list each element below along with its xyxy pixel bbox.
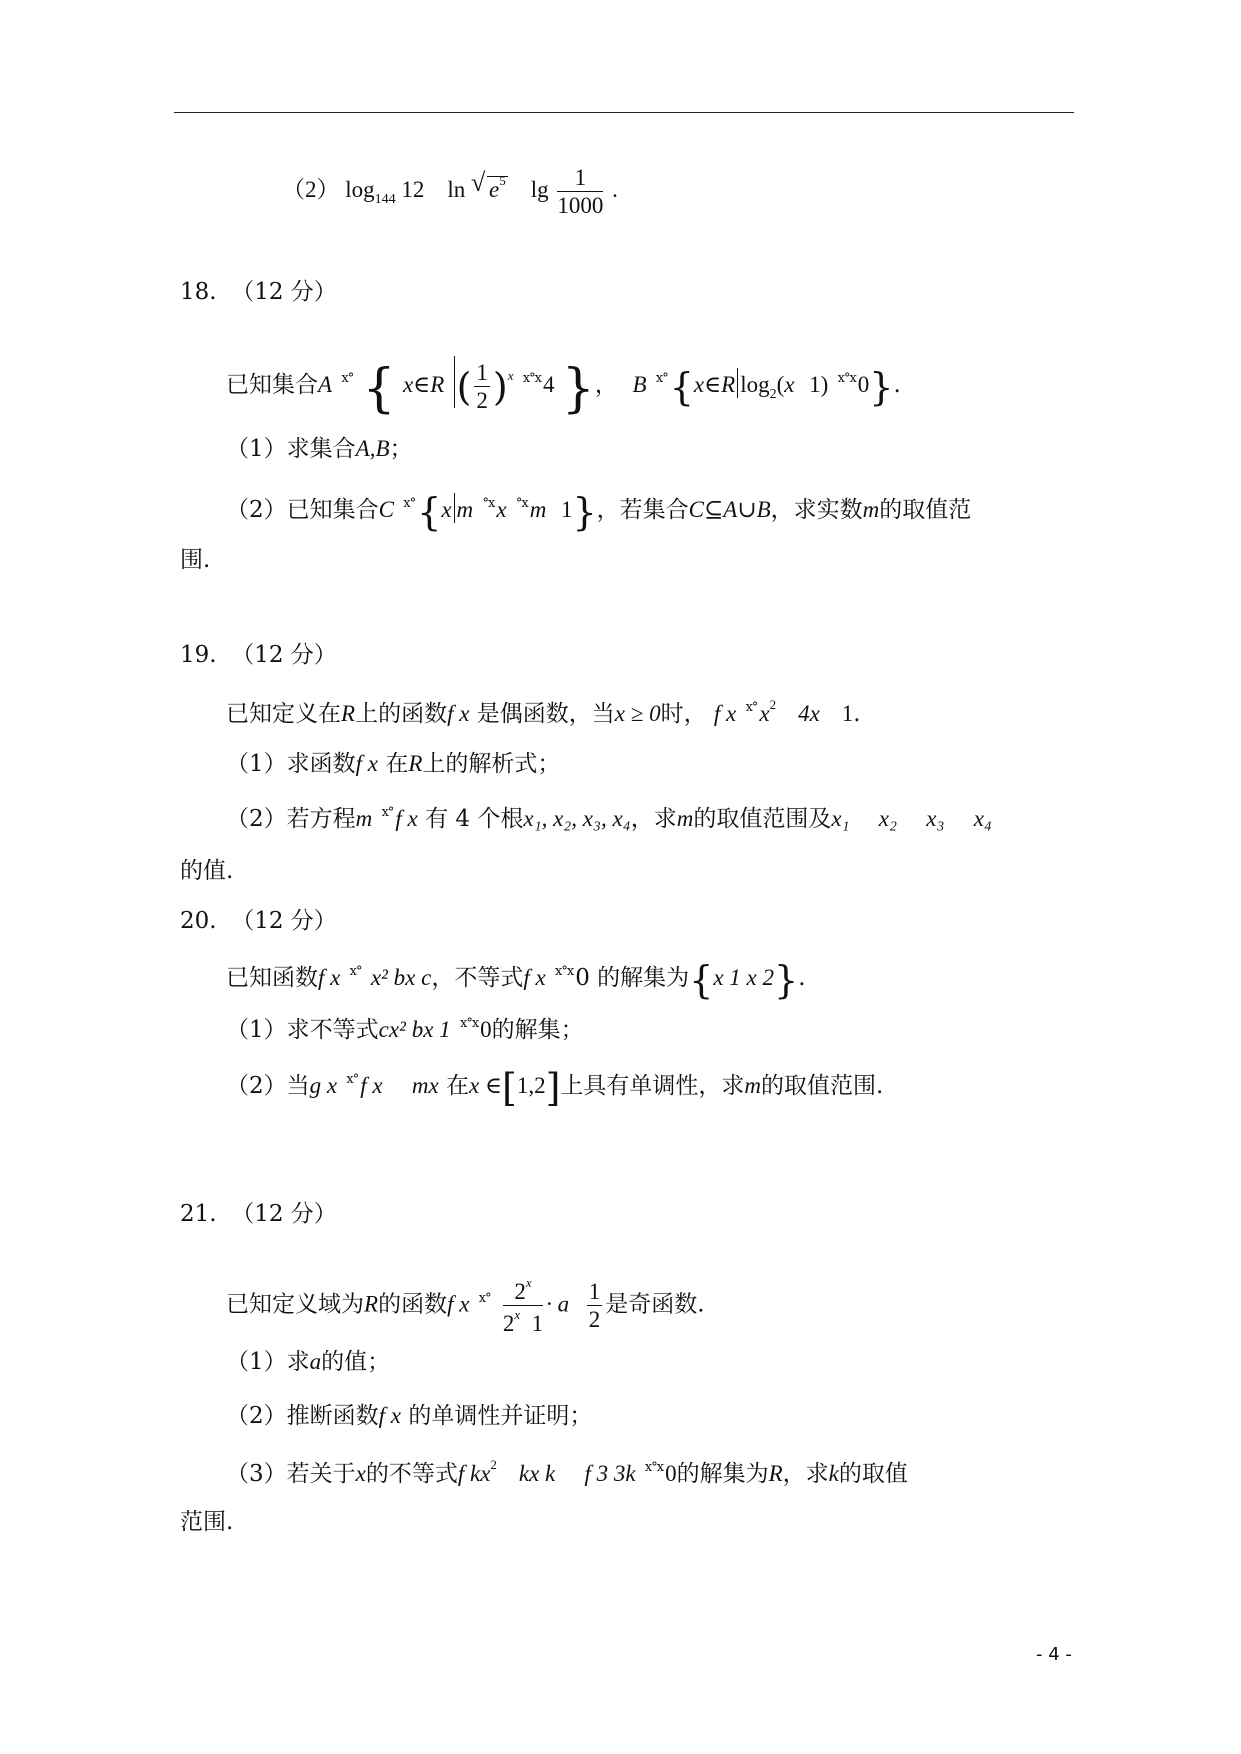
q18-stem: 已知集合A $^{x^\circ}$ { x∈R ( $\frac{1}{2}$ )$^x$ $^{x^\circ x}$4 }， B $^{x^\circ}${x∈R $\log_2(x$ 1) $^{x^\circ x}$0}. [226,356,901,413]
header-rule [174,112,1074,113]
fraction-2x-over-2x-plus-1: $\frac{2^x}{2^x 1}$ [502,1275,544,1336]
q19-header [180,644,337,667]
question-score: （12 分） [231,908,337,934]
q21-sub1: （1）求a的值； [226,1349,391,1375]
fraction-one-half: $\frac{1}{2}$ [588,1279,601,1332]
fraction-one-half: $\frac{1}{2}$ [476,359,488,413]
q20-stem: 已知函数f x $^{x^\circ}$ x² bx c，不等式f x $^{x^\circ x}$0 的解集为{x 1 x 2}. [226,958,806,1002]
question-score: （12 分） [231,1201,337,1227]
q19-sub2-wrap: 的值. [180,858,234,884]
q21-sub2: （2）推断函数f x 的单调性并证明； [226,1403,593,1429]
page-number: - 4 - [1036,1644,1072,1665]
question-score: （12 分） [231,279,337,305]
question-number: 20. [180,908,217,934]
q20-header [180,910,337,933]
q17-part2: （2） $\log_{144} 12$ ln √ $e^5$ lg $\frac{1}{1000}$ . [282,166,618,217]
q19-stem: 已知定义在R上的函数f x 是偶函数，当x ≥ 0时， f x $^{x^\circ}x^2$ 4x 1. [226,697,861,727]
q20-sub2: （2）当g x $^{x^\circ}$f x mx 在x ∈[1,2]上具有单调性，求m的取值范围. [226,1066,884,1110]
q18-header [180,281,337,304]
part-label: （2） [282,176,340,202]
q21-stem: 已知定义域为R的函数f x $^{x^\circ}$ $\frac{2^x}{2^x 1}$ · a $\frac{1}{2}$ 是奇函数. [226,1275,705,1336]
q21-sub3: （3）若关于x的不等式f $kx^2$ kx k f 3 3k $^{x^\circ x}$0的解集为R，求k的取值 [226,1457,908,1487]
question-number: 19. [180,642,217,668]
q19-sub1: （1）求函数f x 在R上的解析式； [226,751,561,777]
q20-sub1: （1）求不等式cx² bx 1 $^{x^\circ x}$0的解集； [226,1016,584,1043]
question-score: （12 分） [231,642,337,668]
q19-sub2: （2）若方程m $^{x^\circ}$f x 有 4 个根x₁, x₂, x₃, x₄，求m的取值范围及x₁ x₂ x₃ x₄ [226,805,992,832]
q21-sub3-wrap: 范围. [180,1509,234,1535]
q18-sub2-wrap: 围. [180,547,211,573]
q18-sub1: （1）求集合A,B； [226,436,413,462]
question-number: 18. [180,279,217,305]
fraction-1-over-1000: $\frac{1}{1000}$ [557,165,604,218]
q21-header [180,1203,337,1226]
question-number: 21. [180,1201,217,1227]
sqrt-expression: √ $e^5$ [471,174,508,201]
q18-sub2: （2）已知集合C $^{x^\circ}${x m $^{^\circ x}$x $^{^\circ x}$m 1}，若集合C⊆A∪B，求实数m的取值范 [226,490,972,534]
